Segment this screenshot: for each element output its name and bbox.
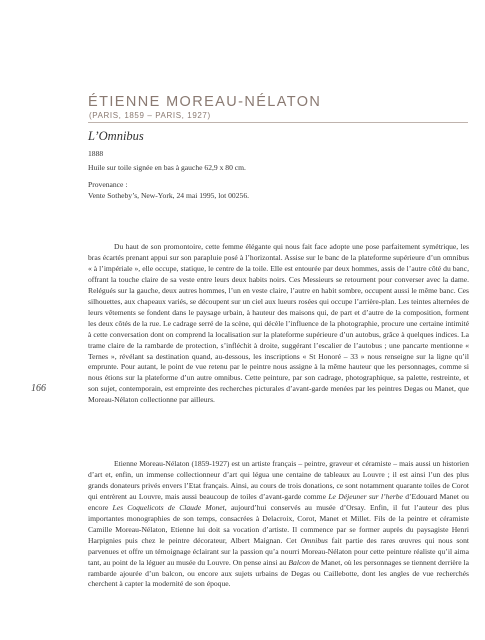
artwork-year: 1888 <box>88 149 104 158</box>
bio-text: de Manet, où les personnages se tiennent derrière la rambarde ajourée d’un balcon, ou encore aux sujets urbains de Degas ou Caillebotte, dont les angles de vue recherchés cherchent à capter la modernité de son époque. <box>88 557 469 589</box>
header-rule <box>88 122 468 123</box>
work-title-omnibus: Omnibus <box>300 535 328 545</box>
artist-name: ÉTIENNE MOREAU-NÉLATON <box>88 94 322 110</box>
work-title-balcon: Balcon <box>288 557 310 567</box>
bio-text: d’Edouard Manet ou encore <box>88 491 469 512</box>
paragraph-description: Du haut de son promontoire, cette femme élégante qui nous fait face adopte une pose parfaitement symétrique, les bras écartés prenant appui sur son parapluie posé à l’horizontal. Assise sur le banc de la plateforme supérieure d’un omnibus « à l’impériale », elle occupe, statique, le centre de la toile. Elle est entourée par deux hommes, assis de l’autre côté du banc, offrant la touche claire de sa veste entre leurs deux habits noirs. Ces Messieurs se retournent pour converser avec la dame. Relégués sur la gauche, deux autres hommes, l’un en veste claire, l’autre en habit sombre, occupent aussi le même banc. Ces silhouettes, aux chapeaux variés, se découpent sur un ciel aux lueurs rosées qui occupe l’arrière-plan. Les teintes alternées de leurs vêtements se fondent dans le paysage urbain, à hauteur des maisons qui, de part et d’autre de la composition, forment les deux côtés de la rue. Le cadrage serré de la scène, qui décèle l’influence de la photographie, procure une certaine intimité à cette conversation dont on comprend la localisation sur la plateforme supérieure d’un autobus, grâce à quelques indices. La trame claire de la rambarde de protection, s’infléchit à droite, suggérant l’escalier de l’autobus ; une pancarte mentionne « Ternes », révélant sa destination quand, au-dessous, les inscriptions « St Honoré – 33 » nous renseigne sur la ligne qu’il emprunte. Pour autant, le point de vue retenu par le peintre nous assigne à la même hauteur que les personnages, comme si nous étions sur la plateforme d’un autre omnibus. Cette peinture, par son cadrage, photographique, sa palette, restreinte, et son sujet, contemporain, est empreinte des recherches picturales d’avant-garde menées par les peintres Degas ou Manet, que Moreau-Nélaton collectionne par ailleurs. <box>88 242 469 405</box>
bio-text: fait partie des rares œuvres qui nous sont parvenues et offre un témoignage éclairant sur la passion qu’a nourri Moreau-Nélaton pour cette peinture réaliste qu’il aima tant, au point de la léguer au musée du Louvre. On pense ainsi au <box>88 535 469 567</box>
provenance-text: Vente Sotheby’s, New-York, 24 mai 1995, lot 00256. <box>88 191 250 200</box>
page-number: 166 <box>31 383 46 394</box>
work-title-coquelicots: Les Coquelicots de Claude Monet <box>112 502 225 512</box>
artwork-title: L’Omnibus <box>88 129 144 143</box>
provenance-label: Provenance : <box>88 180 128 189</box>
bio-text: Etienne Moreau-Nélaton (1859-1927) est un artiste français – peintre, graveur et céramiste – mais aussi un historien d’art et, enfin, un immense collectionneur d’art qui légua une centaine de tableaux au Louvre ; il est ainsi l’un des plus grands donateurs privés envers l’Etat français. Ainsi, au cours de trois donations, ce sont notamment quarante toiles de Corot qui entrèrent au Louvre, mais aussi beaucoup de toiles d’avant-garde comme <box>88 459 469 501</box>
bio-text: , aujourd’hui conservés au musée d’Orsay. Enfin, il fut l’auteur des plus importantes monographies de son temps, consacrées à Delacroix, Corot, Manet et Millet. Fils de la peintre et céramiste Camille Moreau-Nélaton, Etienne lui doit sa vocation d’artiste. Il commence par se former auprès du paysagiste Henri Harpignies puis chez le peintre décorateur, Albert Maignan. Cet <box>88 502 469 545</box>
artwork-medium: Huile sur toile signée en bas à gauche 62,9 x 80 cm. <box>88 163 246 172</box>
paragraph-biography <box>88 459 469 590</box>
artist-dates: (PARIS, 1859 – PARIS, 1927) <box>89 111 211 120</box>
work-title-dejeuner: Le Déjeuner sur l’herbe <box>328 491 403 501</box>
